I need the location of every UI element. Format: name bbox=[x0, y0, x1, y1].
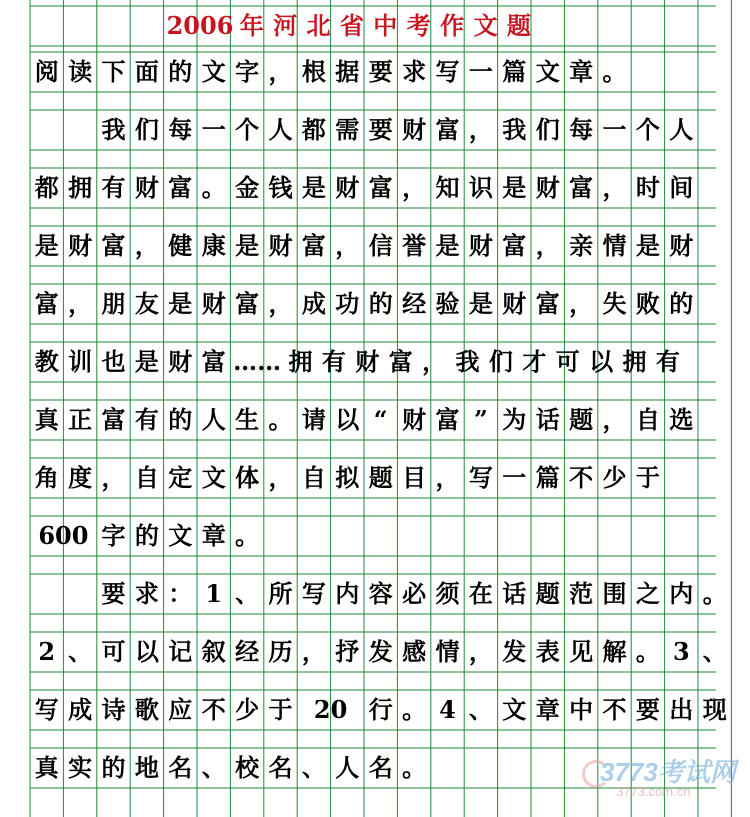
text-char: 发 bbox=[368, 637, 393, 666]
text-char: 富 bbox=[34, 289, 59, 318]
text-line bbox=[0, 110, 750, 150]
text-char: ， bbox=[569, 289, 594, 318]
text-char: 叙 bbox=[201, 637, 226, 666]
text-char: 自 bbox=[635, 405, 660, 434]
text-char: 出 bbox=[669, 695, 694, 724]
text-char: 我 bbox=[502, 115, 527, 144]
text-char: 才 bbox=[522, 347, 547, 376]
text-char: 、 bbox=[201, 753, 226, 782]
text-char: 我 bbox=[101, 115, 126, 144]
text-char: 友 bbox=[134, 289, 159, 318]
text-char: 财 bbox=[335, 173, 360, 202]
text-char: 求 bbox=[134, 579, 159, 608]
text-char: 话 bbox=[502, 579, 527, 608]
text-line bbox=[0, 168, 750, 208]
text-char: 话 bbox=[535, 405, 560, 434]
text-char: 诗 bbox=[101, 695, 126, 724]
text-char: 一 bbox=[602, 115, 627, 144]
text-char: 围 bbox=[602, 579, 627, 608]
text-char: 1 bbox=[205, 579, 223, 608]
text-char: 校 bbox=[235, 753, 260, 782]
text-char: 成 bbox=[68, 695, 93, 724]
text-char: 见 bbox=[569, 637, 594, 666]
text-char: …… bbox=[233, 347, 282, 376]
text-char: 真 bbox=[34, 753, 59, 782]
text-char: 要 bbox=[635, 695, 660, 724]
text-char: 定 bbox=[168, 463, 193, 492]
text-char: 的 bbox=[101, 753, 126, 782]
text-char: 之 bbox=[635, 579, 660, 608]
text-char: 名 bbox=[168, 753, 193, 782]
text-char: 的 bbox=[168, 57, 193, 86]
text-line bbox=[0, 342, 750, 382]
text-char: 600 bbox=[38, 521, 89, 550]
text-char: 应 bbox=[168, 695, 193, 724]
text-char: 要 bbox=[368, 57, 393, 86]
text-char: 篇 bbox=[535, 463, 560, 492]
text-char: 题 bbox=[569, 405, 594, 434]
text-char: 财 bbox=[201, 289, 226, 318]
text-char: 、 bbox=[468, 695, 493, 724]
text-char: 的 bbox=[368, 289, 393, 318]
text-char: 人 bbox=[669, 115, 694, 144]
text-char: 、 bbox=[702, 637, 727, 666]
text-char: 财 bbox=[68, 231, 93, 260]
text-char: 不 bbox=[602, 695, 627, 724]
text-char: 。 bbox=[402, 753, 427, 782]
text-char: 以 bbox=[134, 637, 159, 666]
title-char: 题 bbox=[506, 11, 531, 40]
text-char: 可 bbox=[555, 347, 580, 376]
text-char: 名 bbox=[268, 753, 293, 782]
text-char: 的 bbox=[134, 521, 159, 550]
text-char: 人 bbox=[268, 115, 293, 144]
text-char: 我 bbox=[455, 347, 480, 376]
text-char: 写 bbox=[301, 579, 326, 608]
text-char: 们 bbox=[535, 115, 560, 144]
text-char: 情 bbox=[435, 637, 460, 666]
text-char: 读 bbox=[68, 57, 93, 86]
text-char: 经 bbox=[235, 637, 260, 666]
text-char: 记 bbox=[168, 637, 193, 666]
text-char: 人 bbox=[335, 753, 360, 782]
text-char: 都 bbox=[34, 173, 59, 202]
text-char: 章 bbox=[201, 521, 226, 550]
text-char: 知 bbox=[435, 173, 460, 202]
text-char: 请 bbox=[301, 405, 326, 434]
text-char: 历 bbox=[268, 637, 293, 666]
text-char: 富 bbox=[101, 231, 126, 260]
text-char: 感 bbox=[402, 637, 427, 666]
text-char: 20 bbox=[313, 695, 348, 724]
site-watermark bbox=[582, 752, 742, 808]
text-char: 于 bbox=[635, 463, 660, 492]
text-char: 真 bbox=[34, 405, 59, 434]
text-char: 富 bbox=[168, 173, 193, 202]
title-char: 文 bbox=[473, 11, 498, 40]
text-char: ， bbox=[268, 289, 293, 318]
text-char: 根 bbox=[301, 57, 326, 86]
text-char: 章 bbox=[535, 695, 560, 724]
text-char: 抒 bbox=[335, 637, 360, 666]
text-char: ， bbox=[535, 231, 560, 260]
title-char: 2006 bbox=[166, 11, 234, 40]
text-char: 朋 bbox=[101, 289, 126, 318]
text-line bbox=[0, 226, 750, 266]
text-char: 富 bbox=[235, 289, 260, 318]
text-char: 实 bbox=[68, 753, 93, 782]
text-char: 题 bbox=[535, 579, 560, 608]
text-char: 财 bbox=[402, 405, 427, 434]
title-char: 年 bbox=[239, 11, 264, 40]
text-char: 要 bbox=[101, 579, 126, 608]
text-char: 有 bbox=[655, 347, 680, 376]
text-char: 不 bbox=[569, 463, 594, 492]
text-char: 验 bbox=[435, 289, 460, 318]
text-char: 。 bbox=[635, 637, 660, 666]
text-char: 行 bbox=[368, 695, 393, 724]
text-char: 、 bbox=[68, 637, 93, 666]
text-char bbox=[63, 110, 96, 150]
text-char: 是 bbox=[168, 289, 193, 318]
text-char: 写 bbox=[468, 463, 493, 492]
text-char: 自 bbox=[134, 463, 159, 492]
text-char: 表 bbox=[535, 637, 560, 666]
text-char: 。 bbox=[201, 173, 226, 202]
text-char: 拟 bbox=[335, 463, 360, 492]
text-char: 需 bbox=[335, 115, 360, 144]
text-char: 。 bbox=[268, 405, 293, 434]
text-line bbox=[0, 400, 750, 440]
text-char: 的 bbox=[168, 405, 193, 434]
text-char: 是 bbox=[301, 173, 326, 202]
text-char: 以 bbox=[589, 347, 614, 376]
text-char: 须 bbox=[435, 579, 460, 608]
text-char: 成 bbox=[301, 289, 326, 318]
text-line bbox=[0, 458, 750, 498]
text-char: 、 bbox=[235, 579, 260, 608]
text-char: 亲 bbox=[569, 231, 594, 260]
text-char: 目 bbox=[402, 463, 427, 492]
document-title bbox=[0, 6, 750, 46]
text-char: 题 bbox=[368, 463, 393, 492]
text-char bbox=[30, 574, 63, 614]
text-char: 篇 bbox=[502, 57, 527, 86]
watermark-sub-text: 3773.com.cn bbox=[616, 784, 691, 799]
text-char: 训 bbox=[68, 347, 93, 376]
watermark-main-text: 3773考试网 bbox=[600, 757, 736, 787]
text-char: 时 bbox=[635, 173, 660, 202]
text-char: 是 bbox=[435, 231, 460, 260]
text-char: ， bbox=[335, 231, 360, 260]
text-char: 是 bbox=[134, 347, 159, 376]
text-char: 度 bbox=[68, 463, 93, 492]
text-char: 是 bbox=[34, 231, 59, 260]
text-char: 们 bbox=[134, 115, 159, 144]
text-char: 富 bbox=[201, 347, 226, 376]
text-char: 必 bbox=[402, 579, 427, 608]
text-char: 信 bbox=[368, 231, 393, 260]
text-char: 于 bbox=[268, 695, 293, 724]
text-char: 2 bbox=[38, 637, 56, 666]
text-char: ， bbox=[422, 347, 447, 376]
text-char: 文 bbox=[201, 57, 226, 86]
text-char: 。 bbox=[702, 579, 727, 608]
text-char: 字 bbox=[235, 57, 260, 86]
text-line bbox=[0, 574, 750, 614]
text-char: 的 bbox=[669, 289, 694, 318]
text-char: ： bbox=[168, 579, 193, 608]
text-char: 们 bbox=[488, 347, 513, 376]
text-char: 解 bbox=[602, 637, 627, 666]
text-char: 少 bbox=[235, 695, 260, 724]
text-char: 写 bbox=[34, 695, 59, 724]
text-char: 自 bbox=[301, 463, 326, 492]
text-char: 现 bbox=[702, 695, 727, 724]
title-char: 作 bbox=[440, 11, 465, 40]
text-char: 富 bbox=[101, 405, 126, 434]
text-line bbox=[0, 52, 750, 92]
text-char: 有 bbox=[101, 173, 126, 202]
text-char: 钱 bbox=[268, 173, 293, 202]
text-char: 人 bbox=[201, 405, 226, 434]
text-char: 名 bbox=[368, 753, 393, 782]
text-char: 选 bbox=[669, 405, 694, 434]
text-char: ， bbox=[602, 405, 627, 434]
text-char: 一 bbox=[502, 463, 527, 492]
text-char: ， bbox=[68, 289, 93, 318]
text-char: ， bbox=[402, 173, 427, 202]
text-char: 每 bbox=[569, 115, 594, 144]
title-char: 北 bbox=[306, 11, 331, 40]
text-char: 容 bbox=[368, 579, 393, 608]
text-char: 歌 bbox=[134, 695, 159, 724]
text-char: ， bbox=[101, 463, 126, 492]
text-char: 中 bbox=[569, 695, 594, 724]
text-char: 富 bbox=[435, 115, 460, 144]
text-char: 财 bbox=[268, 231, 293, 260]
text-char: 拥 bbox=[68, 173, 93, 202]
text-line bbox=[0, 690, 750, 730]
text-char: 在 bbox=[468, 579, 493, 608]
text-line bbox=[0, 516, 750, 556]
text-char: 文 bbox=[502, 695, 527, 724]
text-char: 财 bbox=[502, 289, 527, 318]
text-char: 有 bbox=[134, 405, 159, 434]
text-char: 章 bbox=[569, 57, 594, 86]
text-char: ， bbox=[468, 115, 493, 144]
text-char: ， bbox=[301, 637, 326, 666]
text-char: 角 bbox=[34, 463, 59, 492]
text-char: 富 bbox=[435, 405, 460, 434]
text-char: 所 bbox=[268, 579, 293, 608]
text-char: 财 bbox=[669, 231, 694, 260]
text-char: 、 bbox=[301, 753, 326, 782]
text-char: 个 bbox=[635, 115, 660, 144]
text-char: 3 bbox=[672, 637, 690, 666]
text-char: 生 bbox=[235, 405, 260, 434]
text-char: 是 bbox=[502, 173, 527, 202]
text-char: ” bbox=[473, 405, 488, 434]
text-char: 财 bbox=[168, 347, 193, 376]
text-char: 地 bbox=[134, 753, 159, 782]
text-char: 。 bbox=[402, 695, 427, 724]
title-char: 中 bbox=[373, 11, 398, 40]
text-char: 财 bbox=[134, 173, 159, 202]
text-char: 正 bbox=[68, 405, 93, 434]
text-char: 健 bbox=[168, 231, 193, 260]
text-char: 以 bbox=[335, 405, 360, 434]
text-char: 富 bbox=[368, 173, 393, 202]
text-char: 内 bbox=[335, 579, 360, 608]
text-char: ， bbox=[268, 57, 293, 86]
text-char: 据 bbox=[335, 57, 360, 86]
text-char: 教 bbox=[34, 347, 59, 376]
text-char: 经 bbox=[402, 289, 427, 318]
text-char: 有 bbox=[321, 347, 346, 376]
text-char: 字 bbox=[101, 521, 126, 550]
text-char: 财 bbox=[402, 115, 427, 144]
text-char: 财 bbox=[355, 347, 380, 376]
text-char: 。 bbox=[602, 57, 627, 86]
text-char: 一 bbox=[468, 57, 493, 86]
text-char: 写 bbox=[435, 57, 460, 86]
text-char: 可 bbox=[101, 637, 126, 666]
text-char: 面 bbox=[134, 57, 159, 86]
text-char: 是 bbox=[635, 231, 660, 260]
text-char: 要 bbox=[368, 115, 393, 144]
text-char bbox=[30, 110, 63, 150]
text-char: 富 bbox=[569, 173, 594, 202]
title-char: 考 bbox=[406, 11, 431, 40]
text-char: 下 bbox=[101, 57, 126, 86]
text-char: 也 bbox=[101, 347, 126, 376]
text-char bbox=[63, 574, 96, 614]
text-line bbox=[0, 284, 750, 324]
text-char: 4 bbox=[439, 695, 456, 724]
title-char: 河 bbox=[273, 11, 298, 40]
text-char: 内 bbox=[669, 579, 694, 608]
text-char: 不 bbox=[201, 695, 226, 724]
text-char: 少 bbox=[602, 463, 627, 492]
text-char: 求 bbox=[402, 57, 427, 86]
text-char: ， bbox=[268, 463, 293, 492]
text-line bbox=[0, 632, 750, 672]
text-char: 拥 bbox=[622, 347, 647, 376]
text-char: 文 bbox=[168, 521, 193, 550]
text-char: 失 bbox=[602, 289, 627, 318]
text-char: 拥 bbox=[288, 347, 313, 376]
text-char: 财 bbox=[535, 173, 560, 202]
text-char: 阅 bbox=[34, 57, 59, 86]
text-char: ， bbox=[435, 463, 460, 492]
text-char: 是 bbox=[468, 289, 493, 318]
text-char: 识 bbox=[468, 173, 493, 202]
text-char: 富 bbox=[301, 231, 326, 260]
text-char: 一 bbox=[201, 115, 226, 144]
text-char: ， bbox=[602, 173, 627, 202]
text-char: 富 bbox=[502, 231, 527, 260]
text-char: 文 bbox=[201, 463, 226, 492]
text-char: 发 bbox=[502, 637, 527, 666]
text-char: “ bbox=[373, 405, 388, 434]
title-char: 省 bbox=[339, 11, 364, 40]
text-char: 为 bbox=[502, 405, 527, 434]
text-char: 功 bbox=[335, 289, 360, 318]
text-char: 文 bbox=[535, 57, 560, 86]
text-char: ， bbox=[134, 231, 159, 260]
text-char: 。 bbox=[235, 521, 260, 550]
text-char: ， bbox=[468, 637, 493, 666]
text-char: 富 bbox=[535, 289, 560, 318]
text-char: 康 bbox=[201, 231, 226, 260]
text-char: 誉 bbox=[402, 231, 427, 260]
text-char: 间 bbox=[669, 173, 694, 202]
text-char: 范 bbox=[569, 579, 594, 608]
text-char: 财 bbox=[468, 231, 493, 260]
text-char: 都 bbox=[301, 115, 326, 144]
text-char: 情 bbox=[602, 231, 627, 260]
text-char: 个 bbox=[235, 115, 260, 144]
text-char: 金 bbox=[235, 173, 260, 202]
text-char: 是 bbox=[235, 231, 260, 260]
text-char: 体 bbox=[235, 463, 260, 492]
text-char: 每 bbox=[168, 115, 193, 144]
text-char: 败 bbox=[635, 289, 660, 318]
text-char: 富 bbox=[388, 347, 413, 376]
